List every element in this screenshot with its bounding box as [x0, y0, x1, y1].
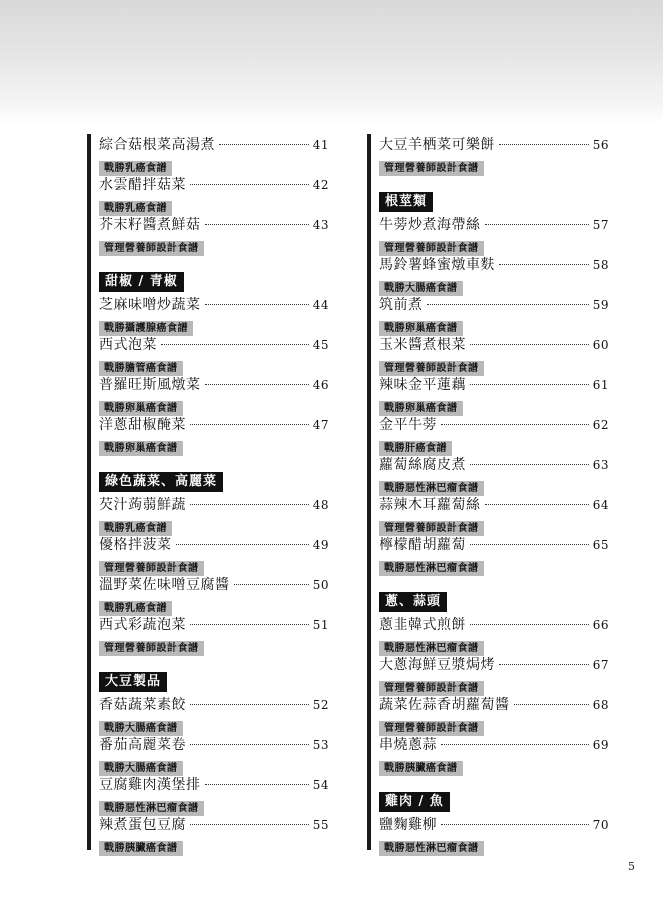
recipe-page-number: 64: [592, 498, 609, 512]
toc-entry[interactable]: [379, 334, 609, 374]
section-heading-label: 根莖類: [379, 192, 433, 212]
toc-entry[interactable]: [99, 694, 329, 734]
recipe-title: 大豆羊栖菜可樂餅: [379, 137, 495, 153]
dot-leader: [514, 704, 589, 705]
toc-entry-row: [99, 174, 329, 196]
recipe-page-number: 41: [312, 138, 329, 152]
toc-entry-row: [379, 254, 609, 276]
toc-entry[interactable]: [99, 494, 329, 534]
recipe-page-number: 42: [312, 178, 329, 192]
recipe-title: 牛蒡炒煮海帶絲: [379, 217, 481, 233]
recipe-category-tag: 管理營養師設計食譜: [99, 641, 204, 656]
section-gap: [379, 774, 609, 790]
toc-entry[interactable]: [379, 374, 609, 414]
toc-entry[interactable]: [379, 414, 609, 454]
recipe-category-tag: 戰勝卵巢癌食譜: [99, 401, 183, 416]
recipe-page-number: 65: [592, 538, 609, 552]
recipe-title: 蒜辣木耳蘿蔔絲: [379, 497, 481, 513]
section-heading-label: 雞肉 / 魚: [379, 792, 450, 812]
section-gap: [379, 574, 609, 590]
recipe-category-tag: 戰勝卵巢癌食譜: [379, 321, 463, 336]
toc-entry[interactable]: [99, 774, 329, 814]
toc-entry-row: [99, 414, 329, 436]
dot-leader: [441, 424, 589, 425]
section-heading: [99, 670, 329, 694]
recipe-category-tag: 戰勝大腸癌食譜: [99, 761, 183, 776]
dot-leader: [190, 424, 309, 425]
dot-leader: [499, 264, 589, 265]
recipe-category-tag: 管理營養師設計食譜: [379, 361, 484, 376]
section-heading: [99, 470, 329, 494]
page-number: 5: [628, 860, 635, 873]
dot-leader: [205, 784, 309, 785]
recipe-title: 芥末籽醬煮鮮菇: [99, 217, 201, 233]
toc-entry-row: [99, 694, 329, 716]
recipe-title: 西式彩蔬泡菜: [99, 617, 186, 633]
recipe-title: 香菇蔬菜素餃: [99, 697, 186, 713]
recipe-category-tag: 管理營養師設計食譜: [99, 241, 204, 256]
recipe-category-tag: 管理營養師設計食譜: [379, 521, 484, 536]
toc-entry[interactable]: [379, 494, 609, 534]
toc-entry-row: [379, 494, 609, 516]
toc-entry[interactable]: [379, 814, 609, 854]
dot-leader: [205, 384, 309, 385]
toc-entry-row: [379, 814, 609, 836]
recipe-category-tag: 戰勝胰臟癌食譜: [99, 841, 183, 856]
toc-entry-row: [99, 574, 329, 596]
dot-leader: [190, 704, 309, 705]
toc-entry[interactable]: [99, 134, 329, 174]
recipe-category-tag: 管理營養師設計食譜: [99, 561, 204, 576]
dot-leader: [470, 464, 589, 465]
recipe-title: 溫野菜佐味噌豆腐醬: [99, 577, 230, 593]
recipe-page-number: 45: [312, 338, 329, 352]
recipe-page-number: 59: [592, 298, 609, 312]
toc-entry-row: [99, 494, 329, 516]
toc-entry[interactable]: [99, 734, 329, 774]
recipe-page-number: 70: [592, 818, 609, 832]
toc-entry-row: [99, 534, 329, 556]
toc-entry[interactable]: [99, 614, 329, 654]
recipe-page-number: 68: [592, 698, 609, 712]
toc-entry[interactable]: [379, 534, 609, 574]
dot-leader: [161, 344, 309, 345]
recipe-title: 鹽麴雞柳: [379, 817, 437, 833]
recipe-category-tag: 戰勝惡性淋巴瘤食譜: [99, 801, 204, 816]
recipe-page-number: 56: [592, 138, 609, 152]
recipe-title: 蔥韭韓式煎餅: [379, 617, 466, 633]
toc-entry[interactable]: [99, 374, 329, 414]
left-column-rule: [87, 134, 91, 850]
toc-entry-row: [379, 454, 609, 476]
recipe-category-tag: 管理營養師設計食譜: [379, 681, 484, 696]
toc-entry[interactable]: [99, 294, 329, 334]
toc-entry[interactable]: [379, 294, 609, 334]
recipe-page-number: 66: [592, 618, 609, 632]
recipe-page-number: 48: [312, 498, 329, 512]
recipe-page-number: 50: [312, 578, 329, 592]
toc-entry-row: [99, 334, 329, 356]
recipe-title: 玉米醬煮根菜: [379, 337, 466, 353]
recipe-title: 芡汁蒟蒻鮮蔬: [99, 497, 186, 513]
section-gap: [99, 454, 329, 470]
recipe-title: 檸檬醋胡蘿蔔: [379, 537, 466, 553]
dot-leader: [499, 664, 589, 665]
toc-entry-row: [99, 134, 329, 156]
toc-entry[interactable]: [99, 334, 329, 374]
recipe-page-number: 60: [592, 338, 609, 352]
toc-entry[interactable]: [379, 254, 609, 294]
toc-entry-row: [379, 374, 609, 396]
recipe-page-number: 61: [592, 378, 609, 392]
recipe-title: 蘿蔔絲腐皮煮: [379, 457, 466, 473]
toc-entry[interactable]: [379, 214, 609, 254]
recipe-page-number: 51: [312, 618, 329, 632]
recipe-page-number: 53: [312, 738, 329, 752]
recipe-category-tag: 戰勝大腸癌食譜: [379, 281, 463, 296]
section-heading: [99, 270, 329, 294]
toc-entry[interactable]: [99, 174, 329, 214]
toc-entry-row: [379, 654, 609, 676]
section-heading-label: 蔥、蒜頭: [379, 592, 447, 612]
dot-leader: [485, 504, 589, 505]
right-column-rule: [367, 134, 371, 850]
recipe-page-number: 49: [312, 538, 329, 552]
recipe-title: 優格拌菠菜: [99, 537, 172, 553]
section-gap: [99, 254, 329, 270]
dot-leader: [190, 744, 309, 745]
toc-entry-row: [379, 694, 609, 716]
dot-leader: [485, 224, 589, 225]
header-gradient-band: [0, 0, 663, 125]
toc-entry-row: [379, 294, 609, 316]
recipe-category-tag: 戰勝膽管癌食譜: [99, 361, 183, 376]
recipe-page-number: 57: [592, 218, 609, 232]
toc-entry[interactable]: [99, 534, 329, 574]
section-heading: [379, 190, 609, 214]
toc-entry-row: [379, 414, 609, 436]
dot-leader: [190, 824, 309, 825]
section-heading-label: 甜椒 / 青椒: [99, 272, 184, 292]
toc-entry-row: [99, 614, 329, 636]
dot-leader: [470, 624, 589, 625]
recipe-category-tag: 戰勝乳癌食譜: [99, 201, 172, 216]
recipe-page-number: 63: [592, 458, 609, 472]
recipe-page-number: 46: [312, 378, 329, 392]
recipe-title: 芝麻味噌炒蔬菜: [99, 297, 201, 313]
recipe-title: 豆腐雞肉漢堡排: [99, 777, 201, 793]
recipe-page-number: 69: [592, 738, 609, 752]
dot-leader: [427, 304, 589, 305]
recipe-title: 大蔥海鮮豆漿焗烤: [379, 657, 495, 673]
dot-leader: [219, 144, 309, 145]
section-gap: [379, 174, 609, 190]
toc-entry-row: [99, 814, 329, 836]
toc-left-column: [99, 134, 329, 854]
toc-entry[interactable]: [99, 814, 329, 854]
recipe-title: 水雲醋拌菇菜: [99, 177, 186, 193]
toc-entry-row: [379, 334, 609, 356]
dot-leader: [441, 824, 589, 825]
recipe-title: 筑前煮: [379, 297, 423, 313]
recipe-title: 串燒蔥蒜: [379, 737, 437, 753]
dot-leader: [499, 144, 589, 145]
dot-leader: [190, 184, 309, 185]
toc-entry[interactable]: [99, 414, 329, 454]
recipe-title: 金平牛蒡: [379, 417, 437, 433]
section-heading-label: 大豆製品: [99, 672, 167, 692]
recipe-title: 普羅旺斯風燉菜: [99, 377, 201, 393]
section-heading-label: 綠色蔬菜、高麗菜: [99, 472, 223, 492]
recipe-page-number: 55: [312, 818, 329, 832]
section-heading: [379, 590, 609, 614]
toc-entry-row: [99, 774, 329, 796]
recipe-category-tag: 戰勝乳癌食譜: [99, 521, 172, 536]
dot-leader: [205, 224, 309, 225]
recipe-title: 馬鈴薯蜂蜜燉車麩: [379, 257, 495, 273]
toc-entry-row: [99, 734, 329, 756]
toc-entry-row: [379, 134, 609, 156]
recipe-page-number: 54: [312, 778, 329, 792]
recipe-category-tag: 戰勝大腸癌食譜: [99, 721, 183, 736]
toc-entry[interactable]: [99, 574, 329, 614]
recipe-category-tag: 戰勝卵巢癌食譜: [379, 401, 463, 416]
toc-entry[interactable]: [379, 694, 609, 734]
recipe-title: 洋蔥甜椒醃菜: [99, 417, 186, 433]
toc-entry-row: [379, 214, 609, 236]
recipe-title: 辣味金平蓮藕: [379, 377, 466, 393]
recipe-page-number: 44: [312, 298, 329, 312]
toc-entry-row: [99, 374, 329, 396]
toc-entry[interactable]: [99, 214, 329, 254]
recipe-category-tag: 戰勝卵巢癌食譜: [99, 441, 183, 456]
toc-entry-row: [99, 294, 329, 316]
dot-leader: [470, 344, 589, 345]
recipe-category-tag: 戰勝惡性淋巴瘤食譜: [379, 561, 484, 576]
toc-entry[interactable]: [379, 654, 609, 694]
dot-leader: [190, 504, 309, 505]
recipe-page-number: 58: [592, 258, 609, 272]
toc-entry[interactable]: [379, 734, 609, 774]
recipe-page-number: 62: [592, 418, 609, 432]
recipe-title: 綜合菇根菜高湯煮: [99, 137, 215, 153]
recipe-category-tag: 管理營養師設計食譜: [379, 721, 484, 736]
toc-entry[interactable]: [379, 614, 609, 654]
recipe-category-tag: 戰勝惡性淋巴瘤食譜: [379, 481, 484, 496]
toc-entry-row: [379, 734, 609, 756]
recipe-category-tag: 戰勝乳癌食譜: [99, 161, 172, 176]
recipe-category-tag: 戰勝攝護腺癌食譜: [99, 321, 193, 336]
dot-leader: [205, 304, 309, 305]
toc-entry-row: [379, 534, 609, 556]
dot-leader: [234, 584, 309, 585]
toc-right-column: [379, 134, 609, 854]
toc-entry-row: [99, 214, 329, 236]
recipe-page-number: 47: [312, 418, 329, 432]
dot-leader: [190, 624, 309, 625]
recipe-title: 辣煮蛋包豆腐: [99, 817, 186, 833]
recipe-category-tag: 戰勝胰臟癌食譜: [379, 761, 463, 776]
recipe-category-tag: 戰勝惡性淋巴瘤食譜: [379, 841, 484, 856]
dot-leader: [470, 544, 589, 545]
recipe-category-tag: 管理營養師設計食譜: [379, 161, 484, 176]
dot-leader: [470, 384, 589, 385]
toc-entry[interactable]: [379, 134, 609, 174]
recipe-page-number: 52: [312, 698, 329, 712]
recipe-title: 番茄高麗菜卷: [99, 737, 186, 753]
section-gap: [99, 654, 329, 670]
recipe-category-tag: 戰勝肝癌食譜: [379, 441, 452, 456]
recipe-category-tag: 戰勝惡性淋巴瘤食譜: [379, 641, 484, 656]
recipe-category-tag: 戰勝乳癌食譜: [99, 601, 172, 616]
recipe-title: 蔬菜佐蒜香胡蘿蔔醬: [379, 697, 510, 713]
recipe-title: 西式泡菜: [99, 337, 157, 353]
dot-leader: [441, 744, 589, 745]
recipe-category-tag: 管理營養師設計食譜: [379, 241, 484, 256]
recipe-page-number: 67: [592, 658, 609, 672]
section-heading: [379, 790, 609, 814]
toc-entry[interactable]: [379, 454, 609, 494]
recipe-page-number: 43: [312, 218, 329, 232]
dot-leader: [176, 544, 309, 545]
toc-entry-row: [379, 614, 609, 636]
